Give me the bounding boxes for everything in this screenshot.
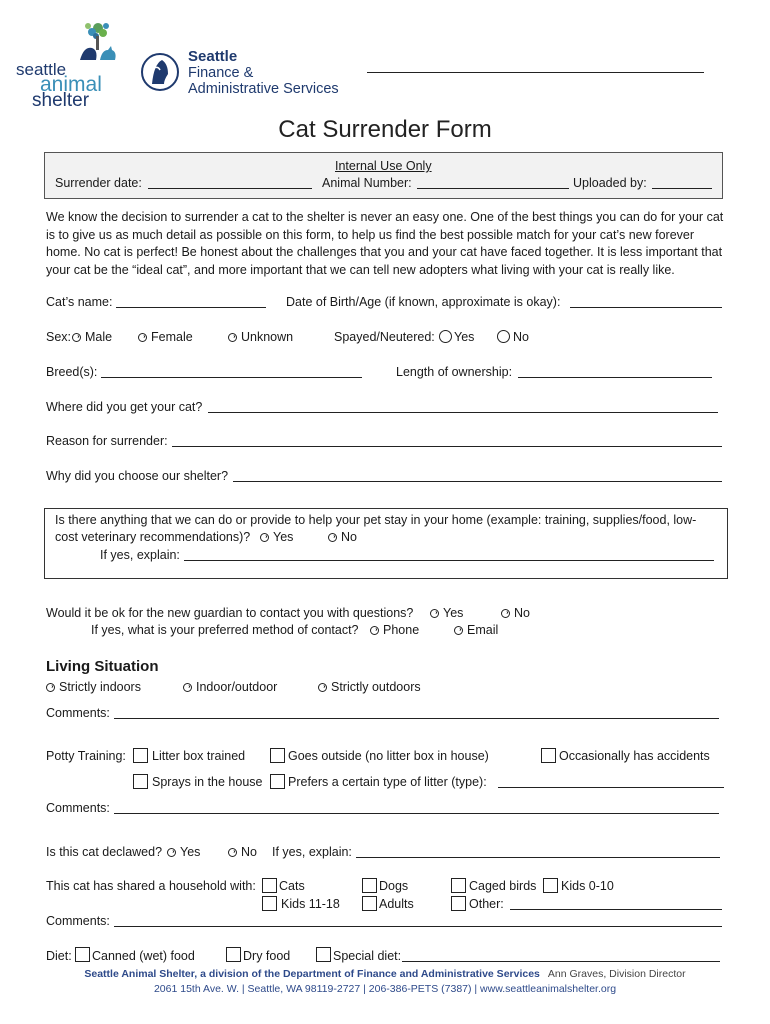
radio-icon: [454, 626, 463, 635]
surrender-date-field[interactable]: [148, 188, 312, 189]
other-checkbox[interactable]: [451, 896, 466, 911]
radio-icon: [318, 683, 327, 692]
footer-org-line: [0, 968, 770, 980]
cats-label: Cats: [279, 879, 305, 893]
litter-box-label: Litter box trained: [152, 749, 246, 763]
declawed-no-option[interactable]: No: [228, 845, 257, 860]
radio-icon: [497, 330, 510, 343]
logo-seattle-text: seattle: [16, 60, 67, 79]
fas-finance-text: Finance &: [188, 65, 254, 81]
radio-icon: [46, 683, 55, 692]
footer-address: 2061 15th Ave. W. | Seattle, WA 98119-2727 | 206-386-PETS (7387) | www.seattleanimalshelter.org: [153, 983, 617, 995]
diet-label: Diet:: [46, 949, 72, 963]
potty-comments-label: Comments:: [46, 801, 110, 815]
why-field[interactable]: [233, 481, 722, 482]
radio-icon: [430, 609, 439, 618]
radio-icon: [138, 333, 147, 342]
where-label: Where did you get your cat?: [46, 400, 203, 414]
dogs-label: Dogs: [379, 879, 409, 893]
living-situation-heading: Living Situation: [46, 658, 159, 675]
spayed-yes-option[interactable]: Yes: [439, 330, 474, 345]
radio-icon: [260, 533, 269, 542]
living-outdoors-option[interactable]: Strictly outdoors: [318, 680, 421, 695]
contact-phone-option[interactable]: Phone: [370, 623, 419, 638]
stay-no-option[interactable]: No: [328, 530, 357, 545]
radio-icon: [370, 626, 379, 635]
kids-0-10-checkbox[interactable]: [543, 878, 558, 893]
radio-icon: [228, 848, 237, 857]
sex-male-option[interactable]: Male: [72, 330, 112, 345]
adults-checkbox[interactable]: [362, 896, 377, 911]
seattle-seal-icon: [140, 50, 180, 94]
reason-label: Reason for surrender:: [46, 434, 168, 448]
dry-food-label: Dry food: [243, 949, 291, 963]
tree-cat-dog-icon: [70, 20, 120, 62]
other-field[interactable]: [510, 909, 722, 910]
special-diet-checkbox[interactable]: [316, 947, 331, 962]
kids-11-18-label: Kids 11-18: [281, 897, 340, 911]
goes-outside-label: Goes outside (no litter box in house): [288, 749, 489, 763]
radio-icon: [183, 683, 192, 692]
prefers-litter-field[interactable]: [498, 787, 724, 788]
internal-use-heading: Internal Use Only: [335, 159, 432, 173]
cats-name-label: Cat’s name:: [46, 295, 113, 309]
seattle-fas-logo: [140, 48, 360, 100]
sprays-label: Sprays in the house: [152, 775, 263, 789]
canned-food-label: Canned (wet) food: [92, 949, 195, 963]
declawed-yes-option[interactable]: Yes: [167, 845, 200, 860]
caged-birds-label: Caged birds: [469, 879, 537, 893]
adults-label: Adults: [379, 897, 414, 911]
where-field[interactable]: [208, 412, 718, 413]
uploaded-by-label: Uploaded by:: [573, 176, 647, 190]
cats-name-field[interactable]: [116, 307, 266, 308]
stay-question-line1: Is there anything that we can do or provide to help your pet stay in your home (example: training, supplies/food, low-: [55, 513, 697, 527]
contact-yes-option[interactable]: Yes: [430, 606, 463, 621]
other-label: Other:: [469, 897, 504, 911]
caged-birds-checkbox[interactable]: [451, 878, 466, 893]
header-signature-line[interactable]: [367, 72, 704, 73]
goes-outside-checkbox[interactable]: [270, 748, 285, 763]
why-label: Why did you choose our shelter?: [46, 469, 229, 483]
living-comments-field[interactable]: [114, 718, 719, 719]
page-title: Cat Surrender Form: [278, 116, 492, 143]
household-comments-field[interactable]: [114, 926, 722, 927]
intro-paragraph: We know the decision to surrender a cat to the shelter is never an easy one. One of the best things you can do for your cat is to give us as much detail as possible on this form, to help us find the best possible match for your cat’s new forever home. No cat is perfect! Be honest about the challenges that you and your cat have faced together. It is less important that your cat be the “ideal cat”, and more important that we can tell new adopters what living with your cat is really like.: [46, 210, 724, 277]
length-label: Length of ownership:: [396, 365, 513, 379]
contact-question: Would it be ok for the new guardian to contact you with questions?: [46, 606, 414, 620]
contact-email-option[interactable]: Email: [454, 623, 498, 638]
radio-icon: [228, 333, 237, 342]
radio-icon: [328, 533, 337, 542]
contact-no-option[interactable]: No: [501, 606, 530, 621]
dry-food-checkbox[interactable]: [226, 947, 241, 962]
accidents-checkbox[interactable]: [541, 748, 556, 763]
kids-11-18-checkbox[interactable]: [262, 896, 277, 911]
footer-director: Ann Graves, Division Director: [547, 968, 686, 980]
stay-question-line2: cost veterinary recommendations)?: [55, 530, 251, 544]
stay-yes-option[interactable]: Yes: [260, 530, 293, 545]
accidents-label: Occasionally has accidents: [559, 749, 710, 763]
length-field[interactable]: [518, 377, 712, 378]
dogs-checkbox[interactable]: [362, 878, 377, 893]
sprays-checkbox[interactable]: [133, 774, 148, 789]
reason-field[interactable]: [172, 446, 722, 447]
sex-label: Sex:: [46, 330, 72, 344]
footer-org: Seattle Animal Shelter, a division of the Department of Finance and Administrative Services: [84, 968, 540, 980]
canned-food-checkbox[interactable]: [75, 947, 90, 962]
living-indoors-option[interactable]: Strictly indoors: [46, 680, 141, 695]
fas-admin-text: Administrative Services: [188, 81, 339, 97]
litter-box-checkbox[interactable]: [133, 748, 148, 763]
stay-explain-label: If yes, explain:: [100, 548, 180, 562]
radio-icon: [167, 848, 176, 857]
seattle-animal-shelter-logo: [14, 20, 124, 110]
special-diet-field[interactable]: [402, 961, 720, 962]
prefers-litter-label: Prefers a certain type of litter (type):: [288, 775, 487, 789]
animal-number-field[interactable]: [417, 188, 569, 189]
breed-label: Breed(s):: [46, 365, 98, 379]
logo-animal-text: animal: [40, 73, 102, 96]
contact-method-label: If yes, what is your preferred method of contact?: [91, 623, 359, 637]
declawed-question: Is this cat declawed?: [46, 845, 163, 859]
kids-0-10-label: Kids 0-10: [561, 879, 614, 893]
stay-explain-field[interactable]: [184, 560, 714, 561]
breed-field[interactable]: [101, 377, 362, 378]
radio-icon: [72, 333, 81, 342]
prefers-litter-checkbox[interactable]: [270, 774, 285, 789]
household-label: This cat has shared a household with:: [46, 879, 256, 893]
logo-shelter-text: shelter: [32, 90, 90, 111]
special-diet-label: Special diet:: [333, 949, 402, 963]
sex-unknown-option[interactable]: Unknown: [228, 330, 293, 345]
animal-number-label: Animal Number:: [322, 176, 412, 190]
uploaded-by-field[interactable]: [652, 188, 712, 189]
radio-icon: [439, 330, 452, 343]
cats-checkbox[interactable]: [262, 878, 277, 893]
declawed-explain-field[interactable]: [356, 857, 720, 858]
dob-field[interactable]: [570, 307, 722, 308]
surrender-date-label: Surrender date:: [55, 176, 142, 190]
living-comments-label: Comments:: [46, 706, 110, 720]
household-comments-label: Comments:: [46, 914, 110, 928]
spayed-label: Spayed/Neutered:: [334, 330, 435, 344]
sex-female-option[interactable]: Female: [138, 330, 193, 345]
potty-comments-field[interactable]: [114, 813, 719, 814]
dob-label: Date of Birth/Age (if known, approximate is okay):: [286, 295, 561, 309]
living-indoor-outdoor-option[interactable]: Indoor/outdoor: [183, 680, 277, 695]
declawed-explain-label: If yes, explain:: [272, 845, 352, 859]
fas-seattle-text: Seattle: [188, 48, 238, 65]
potty-label: Potty Training:: [46, 749, 126, 763]
spayed-no-option[interactable]: No: [497, 330, 529, 345]
radio-icon: [501, 609, 510, 618]
